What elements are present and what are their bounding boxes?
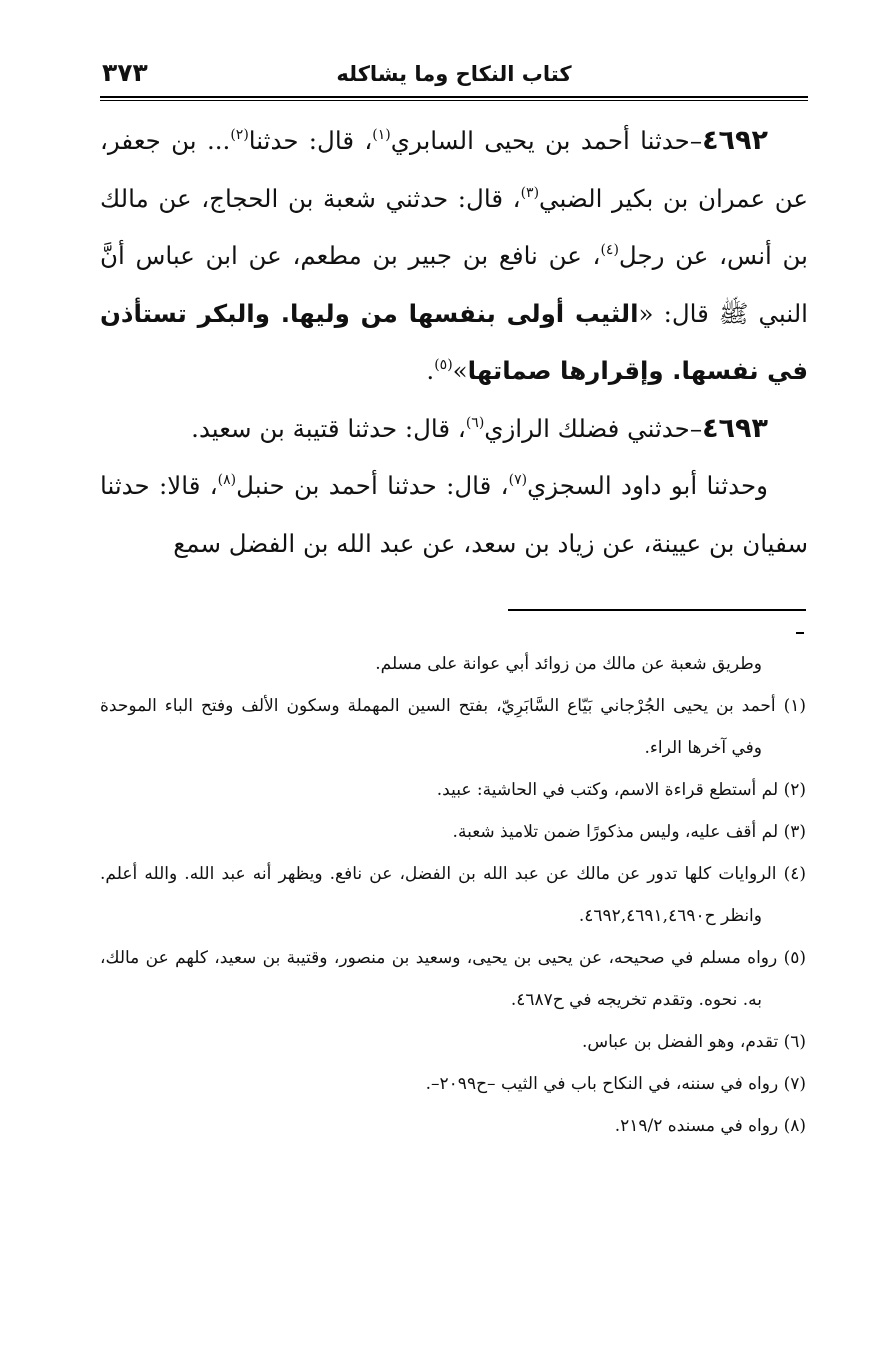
hadith-text: » <box>452 356 468 385</box>
hadith-matn: الثيب أولى بنفسها من وليها. والبكر تستأذن في نفسها. وإقرارها صماتها <box>100 298 808 385</box>
hadith-4692 <box>100 112 808 400</box>
page-number: ٣٧٣ <box>102 58 148 87</box>
hadith-text: ، قالا: حدثنا سفيان بن عيينة، عن زياد بن سعد، عن عبد الله بن الفضل سمع <box>100 471 808 558</box>
footnote-8: (٨) رواه في مسنده ٢١٩/٢. <box>614 1116 806 1136</box>
footnote-continuation: وطريق شعبة عن مالك من زوائد أبي عوانة على مسلم. <box>375 654 762 674</box>
hadith-text: –حدثنا أحمد بن يحيى السابري <box>390 126 703 155</box>
hadith-number: ٤٦٩٢ <box>702 125 768 156</box>
footnote-ref[interactable]: (١) <box>372 127 391 143</box>
page-header <box>100 58 808 96</box>
footnote-separator <box>508 609 806 611</box>
footnote-2: (٢) لم أستطع قراءة الاسم، وكتب في الحاشية: عبيد. <box>436 780 806 800</box>
header-rule <box>100 96 808 101</box>
footnote-ref[interactable]: (٦) <box>465 414 485 431</box>
footnote-ref[interactable]: (٨) <box>217 472 237 488</box>
hadith-text: ، قال: حدثنا <box>248 126 373 155</box>
footnote-ref[interactable]: (٣) <box>520 184 540 201</box>
hadith-text: –حدثني فضلك الرازي <box>484 413 703 443</box>
footnote-6: (٦) تقدم، وهو الفضل بن عباس. <box>581 1032 806 1052</box>
footnote-4: (٤) الروايات كلها تدور عن مالك عن عبد الله بن الفضل، عن نافع. ويظهر أنه عبد الله. والله أعلم. وانظر ح٤٦٩٢,٤٦٩١,٤٦٩٠. <box>100 864 806 926</box>
hadith-text: . <box>426 356 435 385</box>
hadith-4693-chain <box>100 457 808 572</box>
running-title: كتاب النكاح وما يشاكله <box>336 62 572 86</box>
footnote-ref[interactable]: (٥) <box>434 357 453 373</box>
hadith-text: ، قال: حدثنا قتيبة بن سعيد. <box>191 413 466 443</box>
footnote-ref[interactable]: (٧) <box>508 472 528 488</box>
footnotes <box>100 643 806 1147</box>
continuation-mark <box>796 632 804 634</box>
footnote-7: (٧) رواه في سننه، في النكاح باب في الثيب –ح٢٠٩٩–. <box>425 1074 806 1094</box>
hadith-text: وحدثنا أبو داود السجزي <box>527 471 768 500</box>
hadith-number: ٤٦٩٣ <box>702 412 768 444</box>
footnote-ref[interactable]: (٢) <box>230 127 249 143</box>
footnote-1: (١) أحمد بن يحيى الجُرْجاني بَيّاع السَّابَرِيّ، بفتح السين المهملة وسكون الألف وفتح الباء الموحدة وفي آخرها الراء. <box>100 696 806 758</box>
hadith-text: ، قال: حدثنا أحمد بن حنبل <box>236 471 509 500</box>
hadith-text: ، قال: حدثني شعبة بن الحجاج، عن مالك بن أنس، عن رجل <box>100 183 808 270</box>
footnote-5: (٥) رواه مسلم في صحيحه، عن يحيى بن يحيى، وسعيد بن منصور، وقتيبة بن سعيد، كلهم عن مالك، به. نحوه. وتقدم تخريجه في ح٤٦٨٧. <box>100 948 806 1010</box>
hadith-text: ... بن جعفر، عن عمران بن بكير الضبي <box>100 126 808 213</box>
main-text <box>100 112 808 572</box>
footnote-3: (٣) لم أقف عليه، وليس مذكورًا ضمن تلاميذ شعبة. <box>452 822 806 842</box>
hadith-4693 <box>100 400 808 458</box>
hadith-text: ، عن نافع بن جبير بن مطعم، عن ابن عباس أنَّ النبي ﷺ قال: « <box>100 241 808 328</box>
footnote-ref[interactable]: (٤) <box>600 242 619 258</box>
